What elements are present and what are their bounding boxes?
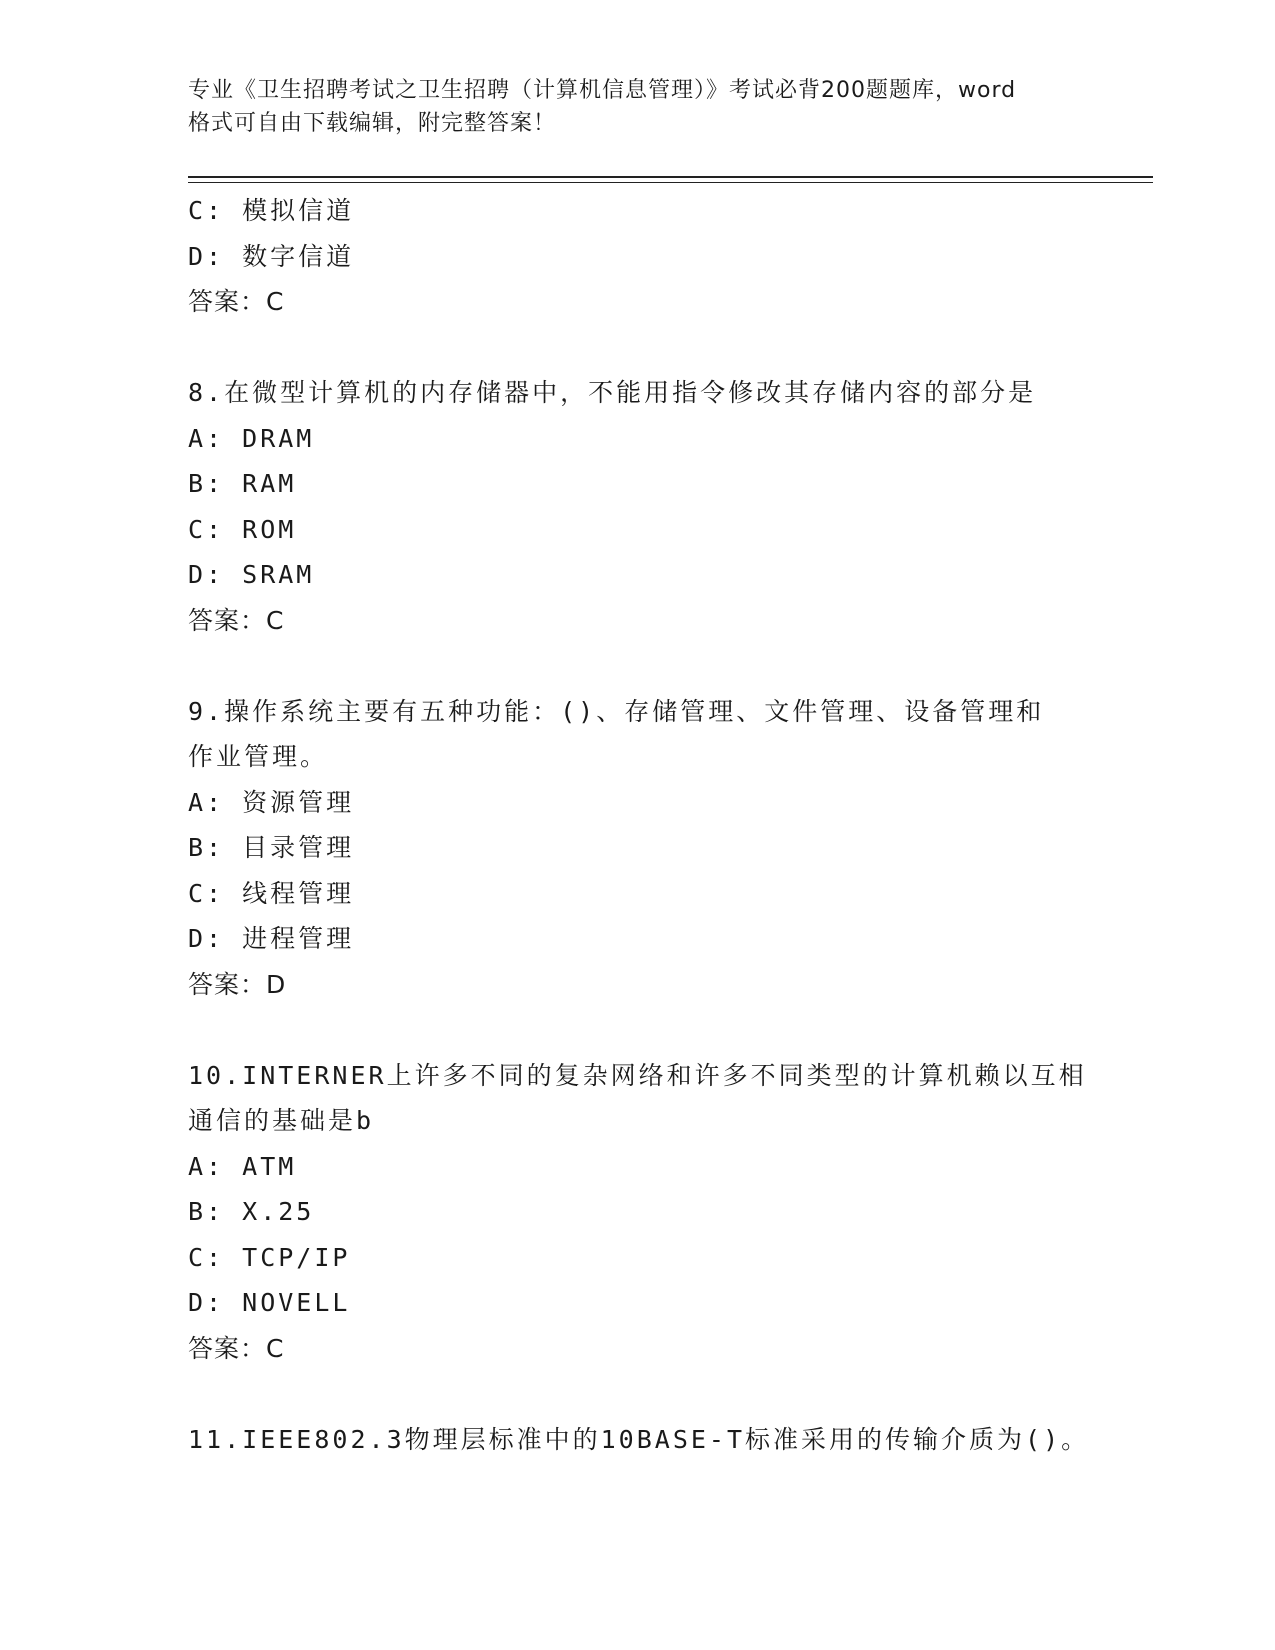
option-c: C: ROM <box>188 514 297 544</box>
option-d: D: NOVELL <box>188 1288 351 1317</box>
question-stem: 11.IEEE802.3物理层标准中的10BASE-T标准采用的传输介质为()。 <box>188 1424 1090 1454</box>
question-stem: 8.在微型计算机的内存储器中，不能用指令修改其存储内容的部分是 <box>188 378 1037 407</box>
option-d: D: 进程管理 <box>188 924 355 953</box>
option-a: A: 资源管理 <box>188 787 355 817</box>
option-a: A: ATM <box>188 1151 297 1181</box>
answer: 答案：D <box>188 969 287 999</box>
answer: 答案：C <box>188 1333 285 1363</box>
option-b: B: RAM <box>188 469 297 498</box>
question-10 <box>188 1053 1088 1372</box>
question-11 <box>188 1417 1088 1463</box>
answer: 答案：C <box>188 605 285 635</box>
option-b: B: 目录管理 <box>188 833 355 862</box>
spacer <box>188 1371 1088 1417</box>
question-stem-line-1: 9.操作系统主要有五种功能：()、存储管理、文件管理、设备管理和 <box>188 696 1045 726</box>
question-list <box>188 188 1088 1462</box>
question-7 <box>188 188 1088 325</box>
question-stem-line-1: 10.INTERNER上许多不同的复杂网络和许多不同类型的计算机赖以互相 <box>188 1060 1087 1090</box>
option-c: C: 模拟信道 <box>188 196 355 225</box>
answer: 答案：C <box>188 287 285 316</box>
question-stem-line-2: 作业管理。 <box>188 742 329 771</box>
header-line-2: 格式可自由下载编辑，附完整答案！ <box>188 111 557 136</box>
question-stem-line-2: 通信的基础是b <box>188 1106 375 1135</box>
option-c: C: 线程管理 <box>188 878 355 908</box>
header-divider <box>188 176 1153 178</box>
option-a: A: DRAM <box>188 423 315 453</box>
option-d: D: SRAM <box>188 560 315 589</box>
document-header <box>188 74 1088 140</box>
spacer <box>188 1007 1088 1053</box>
header-divider-thin <box>188 182 1153 183</box>
question-9 <box>188 689 1088 1008</box>
spacer <box>188 643 1088 689</box>
header-line-1: 专业《卫生招聘考试之卫生招聘（计算机信息管理）》考试必背200题题库，word <box>188 78 1017 103</box>
option-d: D: 数字信道 <box>188 241 355 271</box>
option-c: C: TCP/IP <box>188 1242 351 1272</box>
spacer <box>188 325 1088 371</box>
question-8 <box>188 370 1088 643</box>
option-b: B: X.25 <box>188 1197 315 1226</box>
